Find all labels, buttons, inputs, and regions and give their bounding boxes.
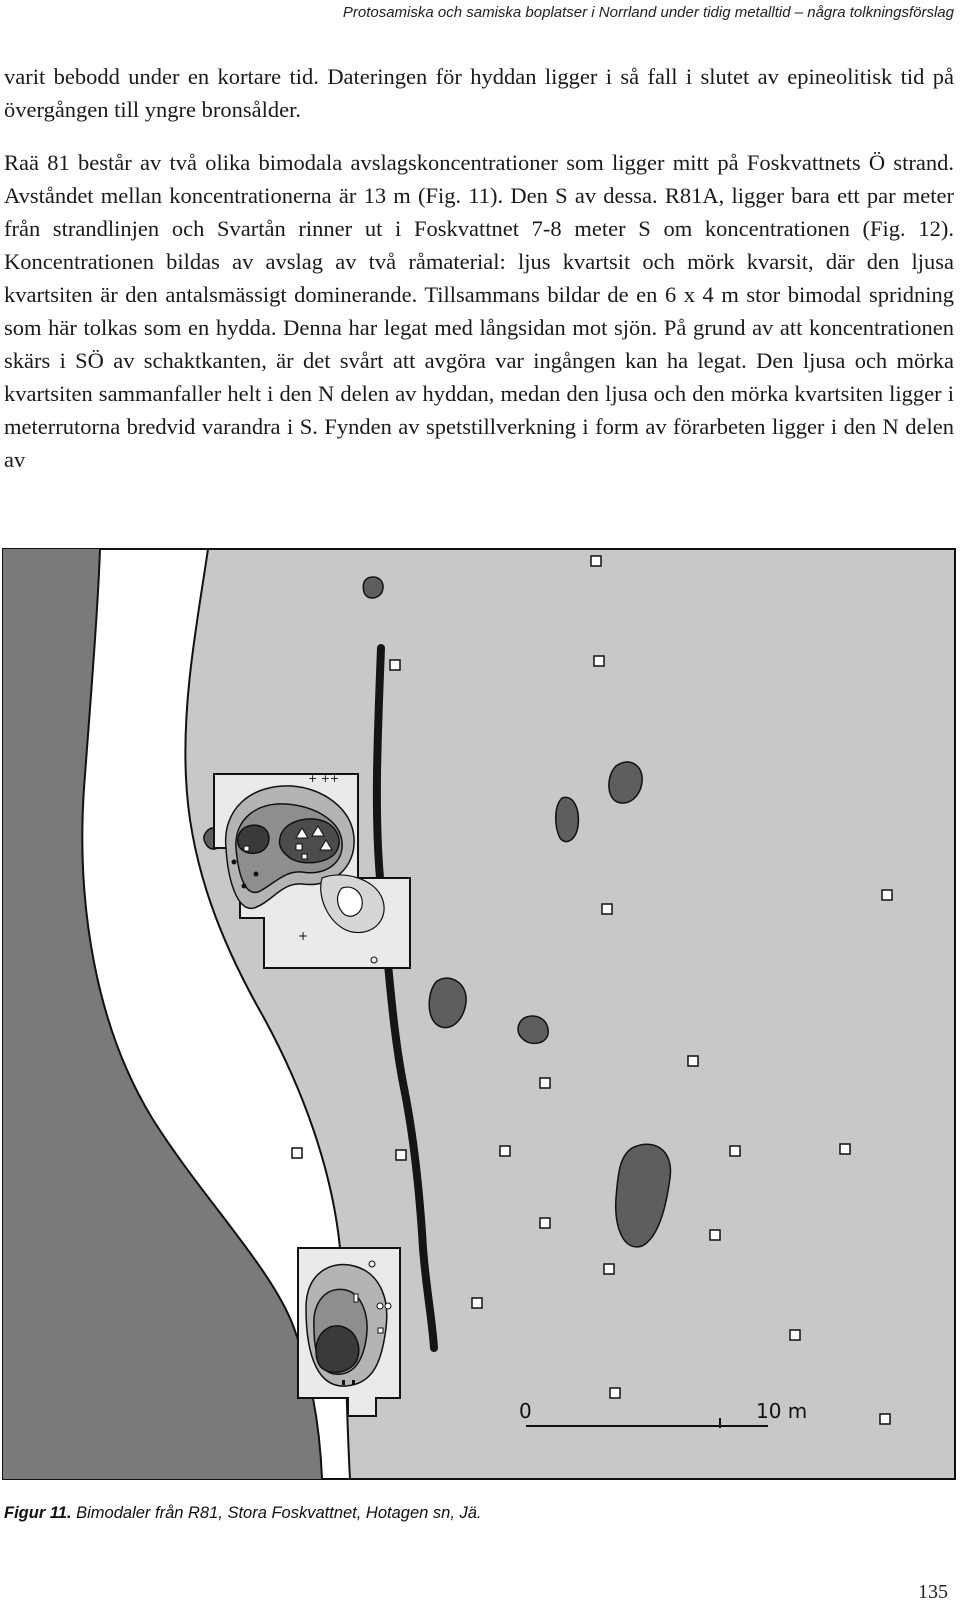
paragraph-1: varit bebodd under en kortare tid. Dateringen för hyddan ligger i så fall i slutet av epineolitisk tid på övergången till yngre bronsålder.	[4, 64, 954, 122]
scale-start-label: 0	[519, 1399, 532, 1423]
sample-square	[730, 1146, 740, 1156]
sample-square	[880, 1414, 890, 1424]
sample-square	[472, 1298, 482, 1308]
find-mark	[342, 1380, 345, 1385]
find-circle	[377, 1303, 383, 1309]
find-dot	[254, 872, 259, 877]
sample-square	[396, 1150, 406, 1160]
sample-square	[602, 904, 612, 914]
find-square	[378, 1328, 383, 1333]
sample-square	[594, 656, 604, 666]
stone	[363, 577, 383, 598]
sample-square	[882, 890, 892, 900]
paragraph-2: Raä 81 består av två olika bimodala avslagskoncentrationer som ligger mitt på Foskvattnets Ö strand. Avståndet mellan koncentrationerna är 13 m (Fig. 11). Den S av dessa. R81A, ligger bara ett par meter från strandlinjen och Svartån rinner ut i Foskvattnet 7-8 meter S om koncentrationen (Fig. 12). Koncentrationen bildas av avslag av två råmaterial: ljus kvartsit och mörk kvarsit, där den ljusa kvartsiten är den antalsmässigt dominerande. Tillsammans bildar de en 6 x 4 m stor bimodal spridning som här tolkas som en hydda. Denna har legat med långsidan mot sjön. På grund av att koncentrationen skärs i SÖ av schaktkanten, är det svårt att avgöra var ingången kan ha legat. Den ljusa och mörka kvartsiten sammanfaller helt i den N delen av hyddan, medan den ljusa och den mörka kvartsiten ligger i meterrutorna bredvid varandra i S. Fynden av spetstillverkning i form av förarbeten ligger i den N delen av	[4, 150, 954, 472]
find-square	[354, 1294, 358, 1302]
sample-square	[604, 1264, 614, 1274]
sample-square	[840, 1144, 850, 1154]
sample-square	[540, 1218, 550, 1228]
site-map-figure	[2, 548, 956, 1480]
find-dot	[232, 860, 237, 865]
find-mark	[352, 1380, 355, 1385]
running-head: Protosamiska och samiska boplatser i Norrland under tidig metalltid – några tolkningsförslag	[342, 4, 954, 21]
page-number: 135	[918, 1581, 948, 1603]
figure-caption-text: Bimodaler från R81, Stora Foskvattnet, Hotagen sn, Jä.	[71, 1504, 482, 1522]
figure-caption-label: Figur 11.	[4, 1504, 72, 1522]
sample-square	[790, 1330, 800, 1340]
body-text	[4, 60, 954, 476]
contour	[238, 825, 269, 853]
excavation-south	[298, 1248, 400, 1416]
sample-square	[591, 556, 601, 566]
find-circle	[385, 1303, 391, 1309]
find-square	[244, 846, 249, 851]
sample-square	[540, 1078, 550, 1088]
find-square	[296, 844, 302, 850]
stone	[556, 797, 579, 841]
find-cross: + ++	[308, 772, 340, 785]
contour	[279, 819, 339, 863]
find-dot	[242, 884, 247, 889]
site-map	[2, 548, 956, 1480]
scale-end-label: 10 m	[756, 1399, 808, 1423]
find-cross: +	[298, 929, 309, 943]
sample-square	[390, 660, 400, 670]
stone	[518, 1016, 548, 1043]
sample-square	[610, 1388, 620, 1398]
sample-square	[292, 1148, 302, 1158]
contour	[338, 887, 363, 916]
sample-square	[710, 1230, 720, 1240]
sample-square	[500, 1146, 510, 1156]
contour	[316, 1326, 359, 1372]
sample-square	[688, 1056, 698, 1066]
figure-caption	[4, 1504, 482, 1523]
find-square	[302, 854, 307, 859]
